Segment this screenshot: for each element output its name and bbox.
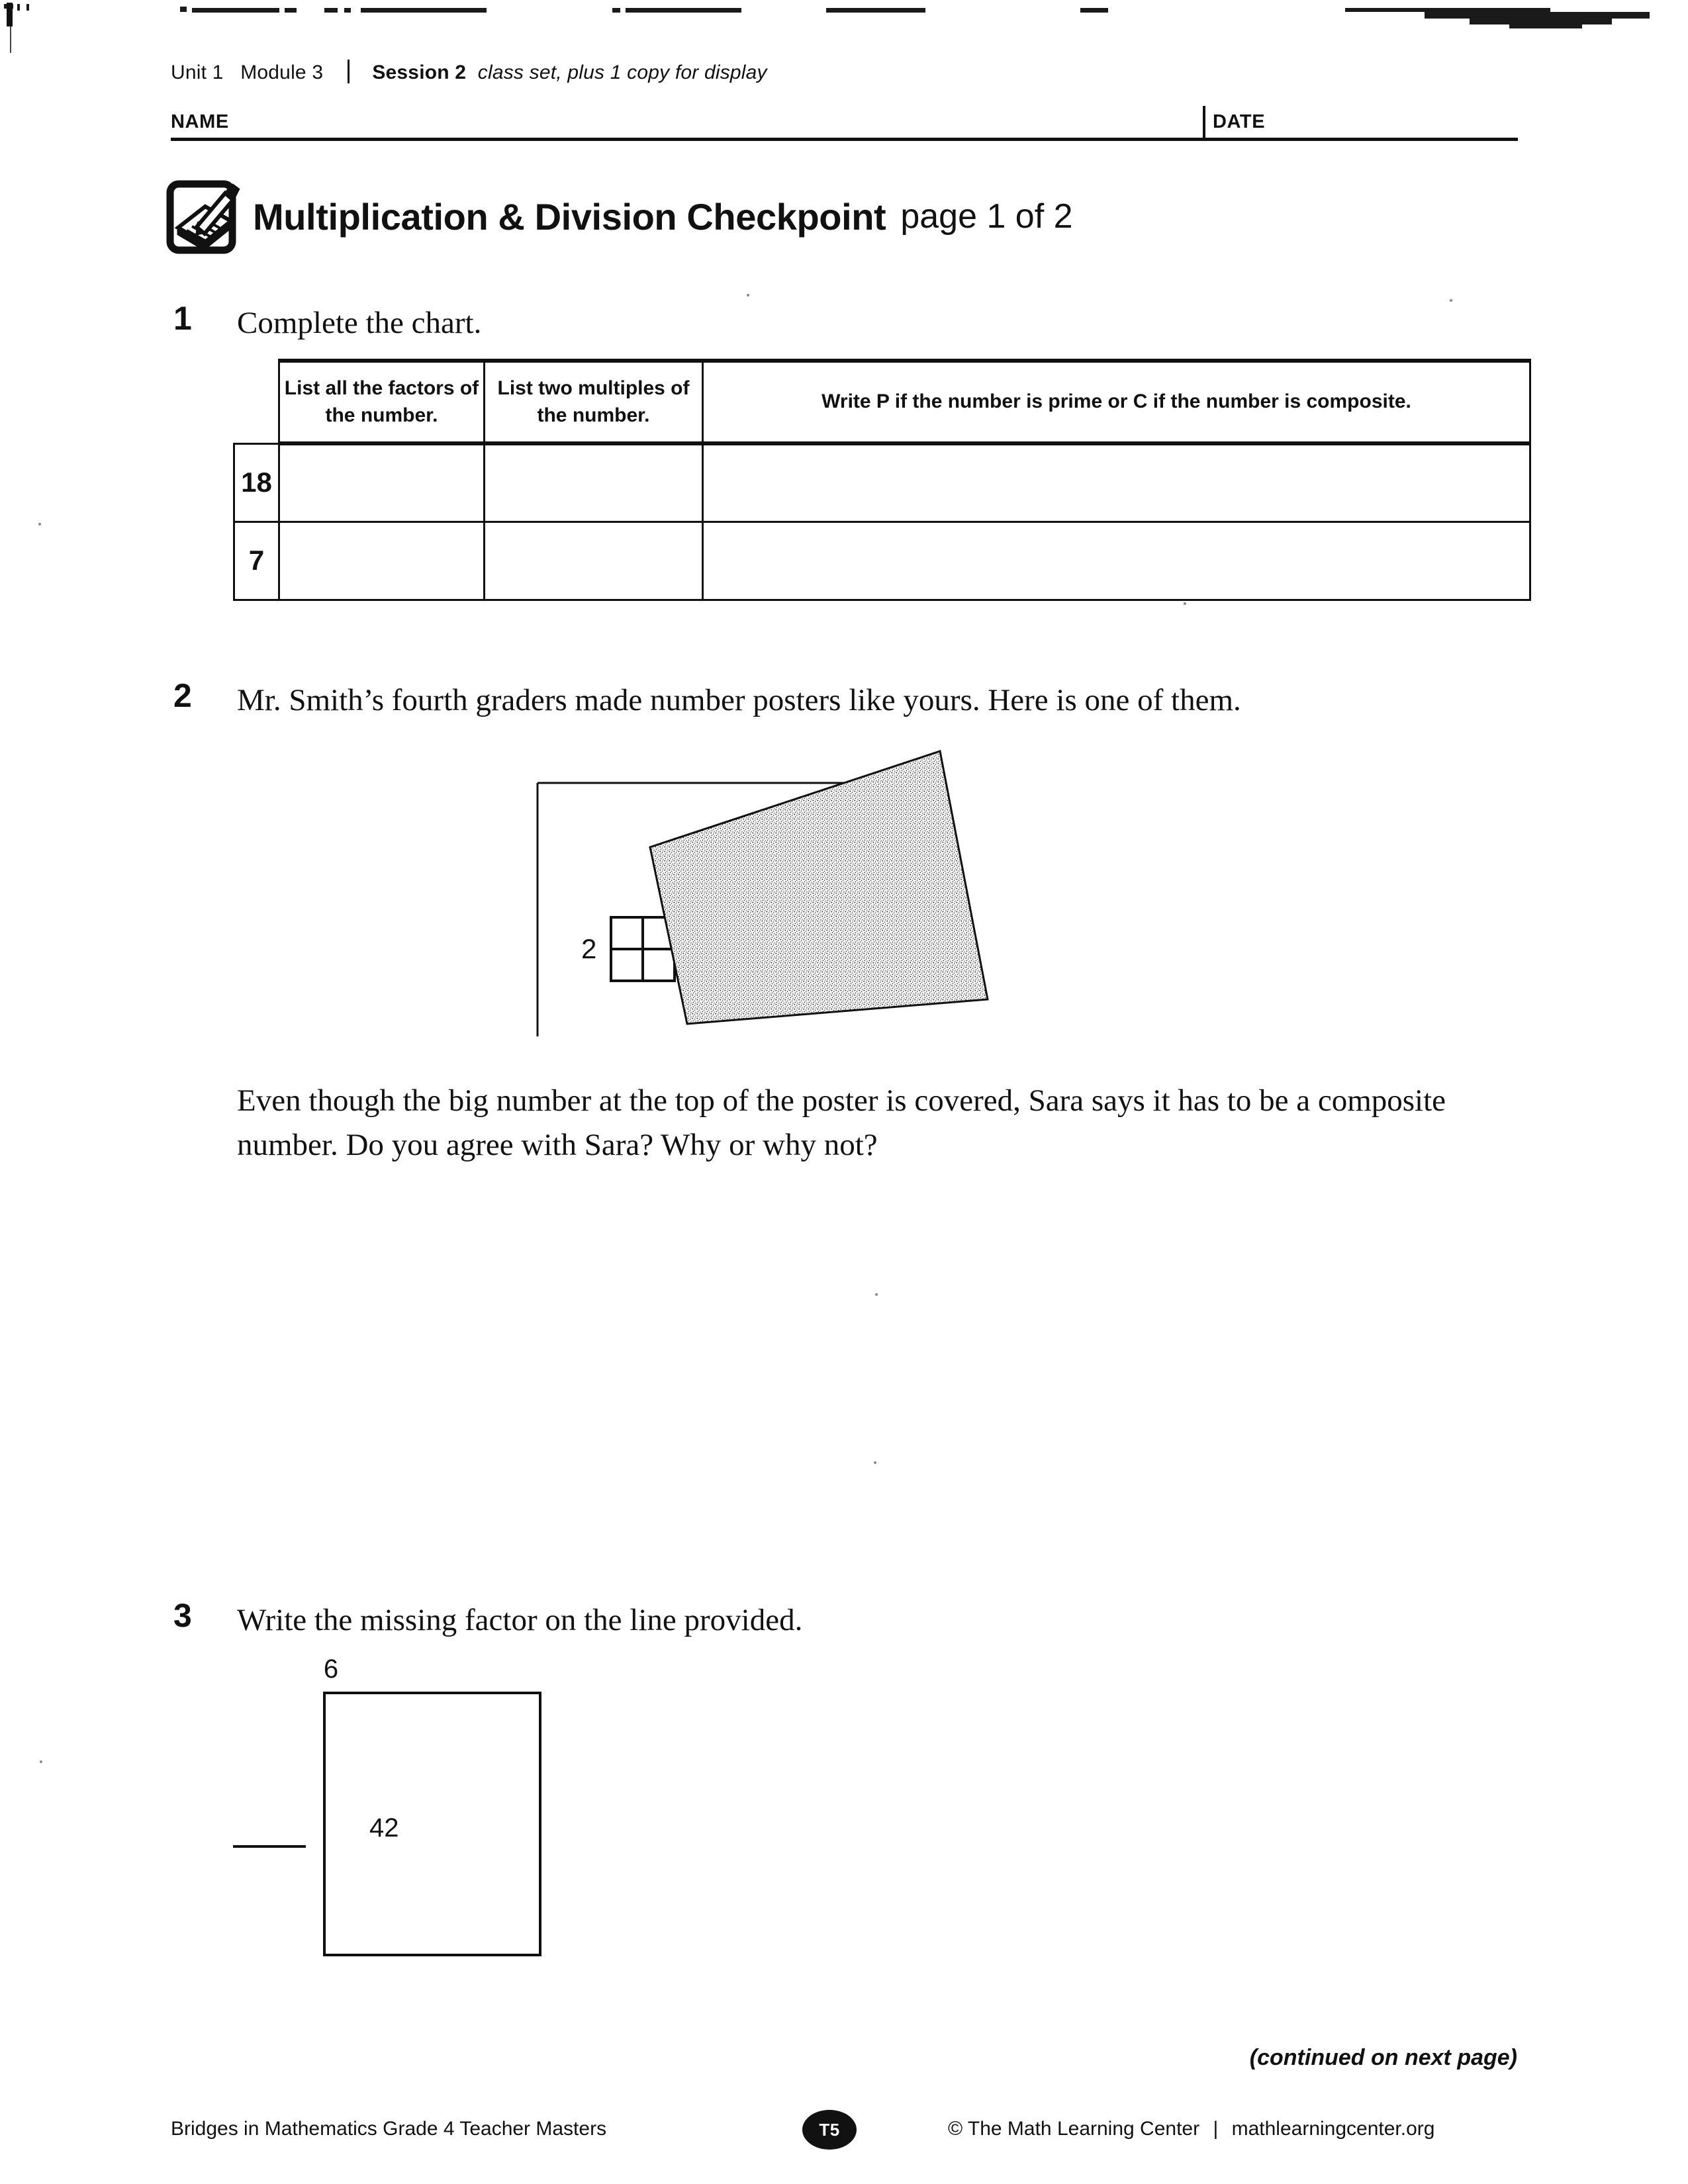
answer-cell-7-prime-composite[interactable] xyxy=(703,522,1530,600)
column-header-factors: List all the factors of the number. xyxy=(279,361,485,443)
scan-speck xyxy=(40,1760,42,1763)
footer-separator: | xyxy=(1213,2118,1219,2140)
footer-copyright: © The Math Learning Center xyxy=(948,2118,1200,2140)
answer-cell-18-prime-composite[interactable] xyxy=(703,443,1530,522)
table-row xyxy=(234,443,1530,522)
question-3-text: Write the missing factor on the line provided. xyxy=(237,1603,803,1637)
missing-factor-array-figure xyxy=(218,1655,569,1972)
footer-book-title: Bridges in Mathematics Grade 4 Teacher Masters xyxy=(171,2118,607,2140)
poster-array xyxy=(611,917,675,981)
table-header-row xyxy=(234,361,1530,443)
question-1-number: 1 xyxy=(173,300,192,337)
unit-label: Unit 1 xyxy=(171,62,224,83)
question-2-number: 2 xyxy=(173,677,192,714)
scan-speck xyxy=(747,294,749,296)
question-1-text: Complete the chart. xyxy=(237,306,482,340)
array-rectangle xyxy=(323,1692,541,1956)
answer-cell-7-factors[interactable] xyxy=(279,522,485,600)
array-product-label: 42 xyxy=(369,1813,399,1843)
name-date-divider xyxy=(1203,106,1205,139)
table-row xyxy=(234,522,1530,600)
scan-speck xyxy=(38,523,41,525)
footer-website: mathlearningcenter.org xyxy=(1231,2118,1435,2140)
page-title: Multiplication & Division Checkpoint xyxy=(253,195,886,238)
covering-note xyxy=(650,751,988,1024)
page-title-row xyxy=(164,173,1073,259)
row-label-7: 7 xyxy=(234,522,279,600)
array-top-dimension-label: 6 xyxy=(323,1655,339,1684)
factors-multiples-chart[interactable] xyxy=(233,359,1531,601)
poster-array-label: 2 xyxy=(581,933,597,964)
answer-cell-7-multiples[interactable] xyxy=(485,522,703,600)
footer-copyright-line xyxy=(948,2118,1434,2140)
name-field-label: NAME xyxy=(171,111,229,132)
scan-speck xyxy=(874,1461,876,1464)
question-3-number: 3 xyxy=(173,1597,192,1634)
scan-speck xyxy=(1450,299,1452,302)
name-date-rule xyxy=(171,138,1518,141)
answer-cell-18-multiples[interactable] xyxy=(485,443,703,522)
column-header-prime-composite: Write P if the number is prime or C if the number is composite. xyxy=(703,361,1530,443)
table-corner-blank xyxy=(234,361,279,443)
pencil-writing-icon xyxy=(164,177,244,255)
column-header-multiples: List two multiples of the number. xyxy=(485,361,703,443)
question-2-text: Mr. Smith’s fourth graders made number posters like yours. Here is one of them. xyxy=(237,683,1241,717)
unit-module-session-line xyxy=(171,60,767,84)
answer-cell-18-factors[interactable] xyxy=(279,443,485,522)
row-label-18: 18 xyxy=(234,443,279,522)
session-label: Session 2 xyxy=(372,62,467,83)
session-note: class set, plus 1 copy for display xyxy=(477,62,767,83)
footer-page-badge: T5 xyxy=(802,2110,857,2150)
scan-speck xyxy=(875,1293,878,1296)
scan-speck xyxy=(1184,602,1186,605)
date-field-label: DATE xyxy=(1213,111,1266,132)
page-number-of: page 1 of 2 xyxy=(900,197,1073,236)
module-label: Module 3 xyxy=(240,62,324,83)
header-divider xyxy=(348,60,350,83)
continued-on-next-page-note: (continued on next page) xyxy=(1249,2045,1517,2070)
missing-factor-blank-line[interactable] xyxy=(233,1845,306,1848)
number-poster-figure xyxy=(530,735,1033,1046)
question-2-paragraph: Even though the big number at the top of the poster is covered, Sara says it has to be a composite number. Do you agree with Sara? Why or why not? xyxy=(237,1083,1446,1162)
